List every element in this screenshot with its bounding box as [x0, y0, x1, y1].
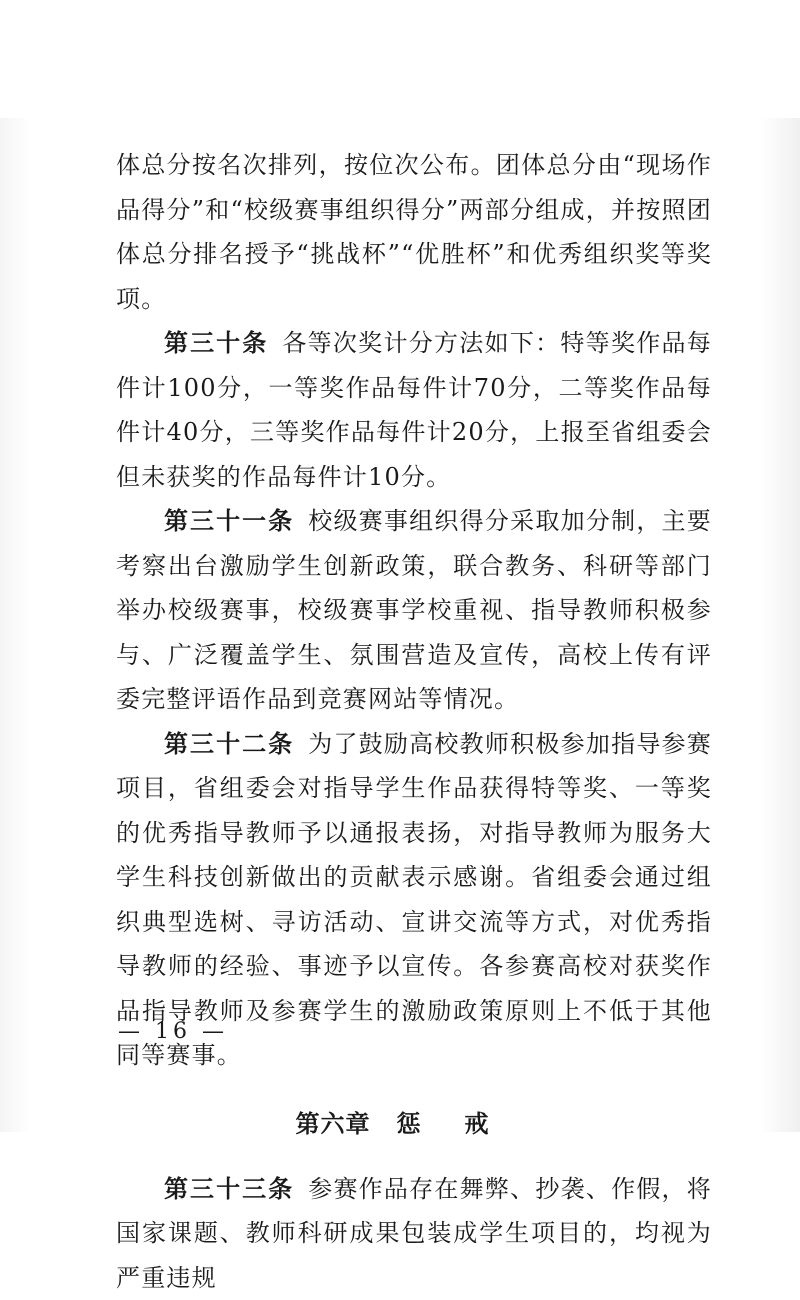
- paragraph-text: 各等次奖计分方法如下：特等奖作品每件计100分，一等奖作品每件计70分，二等奖作品每件计40分，三等奖作品每件计20分，上报至省组委会但未获奖的作品每件计10分。: [116, 329, 712, 491]
- page-number: — 16 —: [118, 1019, 228, 1044]
- paragraph-text: 校级赛事组织得分采取加分制，主要考察出台激励学生创新政策，联合教务、科研等部门举办校级赛事，校级赛事学校重视、指导教师积极参与、广泛覆盖学生、氛围营造及宣传，高校上传有评委完整评语作品到竞赛网站等情况。: [116, 507, 712, 713]
- document-body: [116, 143, 712, 1300]
- article-31: [116, 499, 712, 722]
- top-margin: [0, 0, 800, 118]
- paragraph-continued: [116, 143, 712, 321]
- article-heading: 第三十二条: [164, 729, 294, 758]
- paragraph-text: 参赛作品存在舞弊、抄袭、作假，将国家课题、教师科研成果包装成学生项目的，均视为严重违规: [116, 1175, 712, 1292]
- chapter-heading: [116, 1104, 712, 1139]
- paragraph-text: 体总分按名次排列，按位次公布。团体总分由“现场作品得分”和“校级赛事组织得分”两部分组成，并按照团体总分排名授予“挑战杯”“优胜杯”和优秀组织奖等奖项。: [116, 151, 712, 313]
- article-heading: 第三十三条: [164, 1174, 294, 1203]
- paragraph-text: 为了鼓励高校教师积极参加指导参赛项目，省组委会对指导学生作品获得特等奖、一等奖的优秀指导教师予以通报表扬，对指导教师为服务大学生科技创新做出的贡献表示感谢。省组委会通过组织典型选树、寻访活动、宣讲交流等方式，对优秀指导教师的经验、事迹予以宣传。各参赛高校对获奖作品指导教师及参赛学生的激励政策原则上不低于其他同等赛事。: [116, 730, 712, 1070]
- chapter-number: 第六章: [296, 1109, 371, 1138]
- chapter-title: 惩戒: [397, 1109, 533, 1138]
- article-33: [116, 1167, 712, 1300]
- article-heading: 第三十条: [164, 328, 268, 357]
- article-heading: 第三十一条: [164, 506, 294, 535]
- article-30: [116, 321, 712, 499]
